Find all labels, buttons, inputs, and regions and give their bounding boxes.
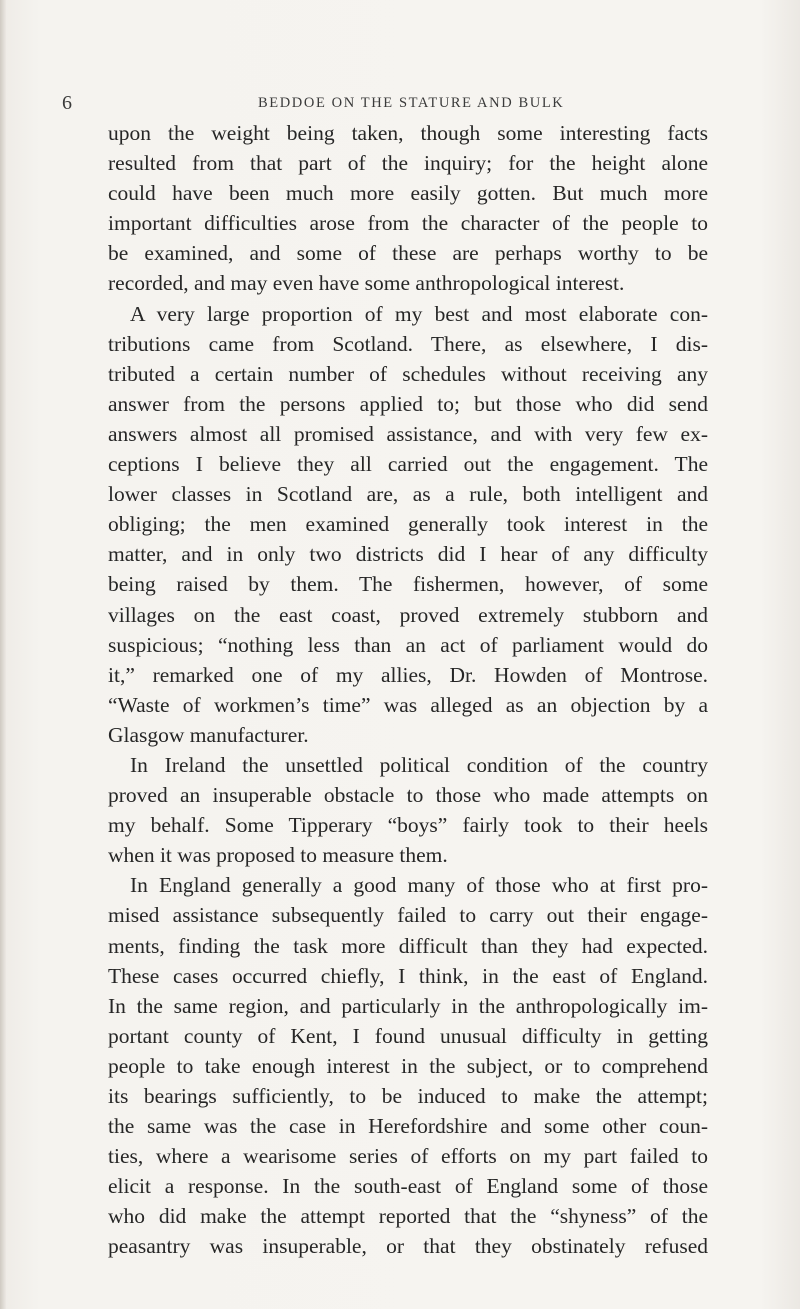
page-number: 6 [62, 92, 72, 114]
text-line: proved an insuperable obstacle to those who made attempts on [108, 783, 708, 808]
text-line: resulted from that part of the inquiry; for the height alone [108, 151, 708, 176]
text-line: could have been much more easily gotten. But much more [108, 181, 708, 206]
running-head: BEDDOE ON THE STATURE AND BULK [258, 95, 565, 111]
text-line: its bearings sufficiently, to be induced to make the attempt; [108, 1084, 708, 1108]
text-line: it,” remarked one of my allies, Dr. Howden of Montrose. [108, 662, 708, 687]
page-gutter-shadow [0, 0, 6, 1309]
paragraph [108, 870, 708, 1261]
text-line: my behalf. Some Tipperary “boys” fairly took to their heels [108, 813, 708, 838]
text-line: be examined, and some of these are perhaps worthy to be [108, 241, 708, 266]
text-line: suspicious; “nothing less than an act of parliament would do [108, 632, 708, 657]
text-line: ments, finding the task more difficult than they had expected. [108, 933, 708, 958]
page-header [0, 92, 800, 116]
text-line: upon the weight being taken, though some interesting facts [108, 121, 708, 145]
text-line: people to take enough interest in the subject, or to comprehend [108, 1053, 708, 1078]
text-line: important difficulties arose from the character of the people to [108, 211, 708, 236]
text-line: being raised by them. The fishermen, however, of some [108, 572, 708, 597]
text-line: portant county of Kent, I found unusual difficulty in getting [108, 1023, 708, 1048]
paragraph [108, 750, 708, 870]
text-line: ties, where a wearisome series of efforts on my part failed to [108, 1144, 708, 1169]
text-line: obliging; the men examined generally took interest in the [108, 512, 708, 537]
text-line: Glasgow manufacturer. [108, 722, 309, 747]
text-line: A very large proportion of my best and most elaborate con- [130, 301, 708, 326]
paragraph [108, 118, 708, 299]
text-line: the same was the case in Herefordshire and some other coun- [108, 1114, 708, 1139]
text-line: peasantry was insuperable, or that they obstinately refused [108, 1234, 708, 1259]
text-line: lower classes in Scotland are, as a rule, both intelligent and [108, 482, 708, 507]
text-line: tributions came from Scotland. There, as elsewhere, I dis- [108, 331, 708, 356]
text-line: These cases occurred chiefly, I think, in the east of England. [108, 963, 708, 988]
text-line: “Waste of workmen’s time” was alleged as an objection by a [108, 692, 708, 717]
text-line: mised assistance subsequently failed to carry out their engage- [108, 903, 708, 928]
text-line: matter, and in only two districts did I hear of any difficulty [108, 542, 708, 567]
text-line: tributed a certain number of schedules without receiving any [108, 361, 708, 386]
paragraph [108, 299, 708, 750]
text-line: villages on the east coast, proved extremely stubborn and [108, 602, 708, 627]
text-line: In Ireland the unsettled political condition of the country [130, 752, 708, 777]
text-line: who did make the attempt reported that the “shyness” of the [108, 1204, 708, 1229]
text-line: when it was proposed to measure them. [108, 843, 448, 868]
body-text [108, 118, 708, 1262]
text-line: elicit a response. In the south-east of England some of those [108, 1174, 708, 1199]
text-line: answers almost all promised assistance, and with very few ex- [108, 421, 708, 446]
text-line: In England generally a good many of those who at first pro- [130, 873, 708, 898]
text-line: answer from the persons applied to; but those who did send [108, 391, 708, 416]
text-line: ceptions I believe they all carried out the engagement. The [108, 452, 708, 477]
text-line: In the same region, and particularly in the anthropologically im- [108, 993, 708, 1018]
text-line: recorded, and may even have some anthropological interest. [108, 271, 625, 296]
